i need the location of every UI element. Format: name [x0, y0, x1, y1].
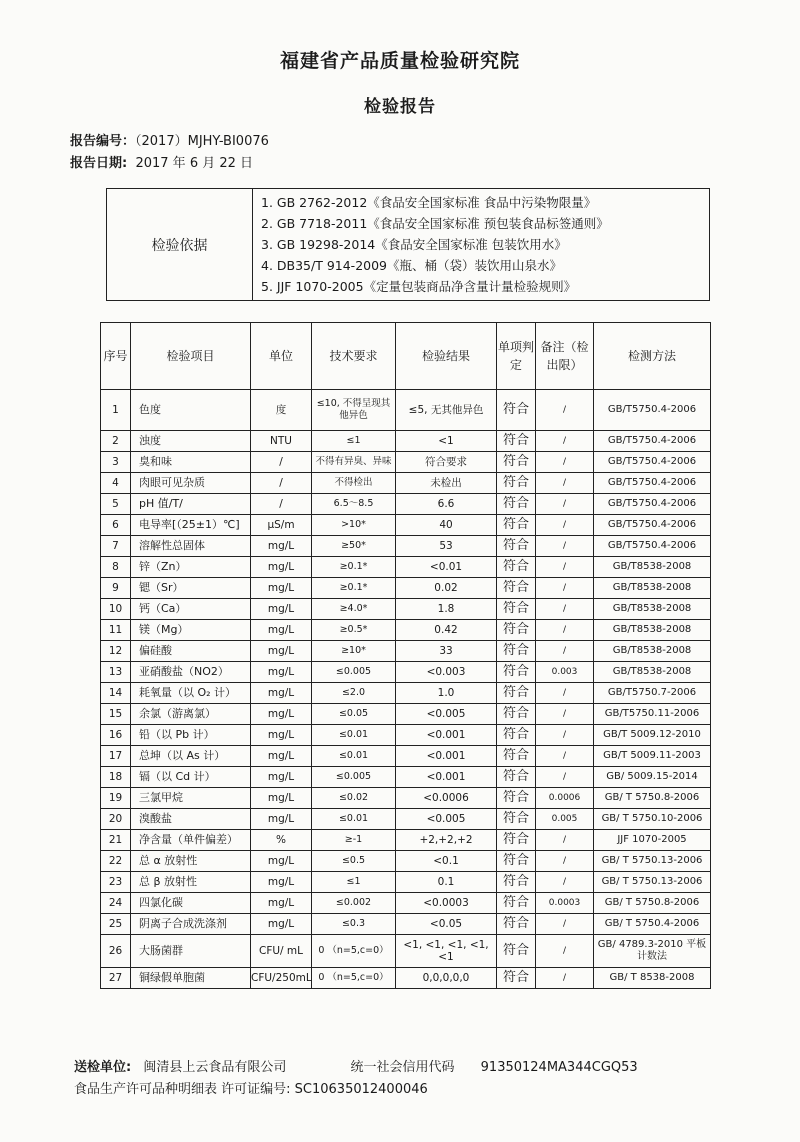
cell-no: 18 [101, 767, 131, 788]
cell-note: / [536, 620, 594, 641]
cell-result: 6.6 [396, 494, 497, 515]
table-row [101, 935, 711, 968]
cell-no: 24 [101, 893, 131, 914]
cell-note: / [536, 914, 594, 935]
cell-judgement: 符合 [497, 767, 536, 788]
cell-judgement: 符合 [497, 536, 536, 557]
cell-method: GB/T5750.11-2006 [594, 704, 711, 725]
cell-requirement: ≤0.5 [312, 851, 396, 872]
table-row [101, 473, 711, 494]
cell-item: 耗氧量（以 O₂ 计） [131, 683, 251, 704]
cell-note: / [536, 851, 594, 872]
cell-item: 镉（以 Cd 计） [131, 767, 251, 788]
sender-line [74, 1056, 638, 1075]
cell-note: / [536, 830, 594, 851]
cell-result: 1.8 [396, 599, 497, 620]
cell-unit: / [251, 473, 312, 494]
header-item: 检验项目 [131, 323, 251, 390]
cell-note: 0.003 [536, 662, 594, 683]
table-row [101, 431, 711, 452]
cell-judgement: 符合 [497, 431, 536, 452]
cell-judgement: 符合 [497, 968, 536, 989]
cell-requirement: ≥50* [312, 536, 396, 557]
cell-note: / [536, 578, 594, 599]
table-row [101, 620, 711, 641]
cell-no: 13 [101, 662, 131, 683]
cell-note: / [536, 725, 594, 746]
cell-item: 亚硝酸盐（NO2） [131, 662, 251, 683]
header-judgement: 单项判定 [497, 323, 536, 390]
cell-method: GB/T8538-2008 [594, 641, 711, 662]
cell-note: / [536, 767, 594, 788]
table-row [101, 641, 711, 662]
cell-note: / [536, 473, 594, 494]
cell-unit: mg/L [251, 872, 312, 893]
cell-unit: mg/L [251, 578, 312, 599]
cell-item: 电导率[（25±1）℃] [131, 515, 251, 536]
cell-no: 6 [101, 515, 131, 536]
cell-requirement: ≤1 [312, 872, 396, 893]
cell-no: 20 [101, 809, 131, 830]
cell-item: 色度 [131, 390, 251, 431]
cell-judgement: 符合 [497, 788, 536, 809]
cell-item: 四氯化碳 [131, 893, 251, 914]
cell-item: 溶解性总固体 [131, 536, 251, 557]
basis-items [253, 189, 710, 301]
cell-judgement: 符合 [497, 390, 536, 431]
cell-result: 0.42 [396, 620, 497, 641]
cell-judgement: 符合 [497, 515, 536, 536]
cell-method: GB/ T 8538-2008 [594, 968, 711, 989]
cell-note: 0.0003 [536, 893, 594, 914]
table-row [101, 914, 711, 935]
cell-requirement: ≤0.01 [312, 725, 396, 746]
cell-result: 未检出 [396, 473, 497, 494]
cell-method: GB/T5750.7-2006 [594, 683, 711, 704]
cell-method: GB/ T 5750.13-2006 [594, 872, 711, 893]
cell-result: <0.0003 [396, 893, 497, 914]
header-note: 备注（检出限） [536, 323, 594, 390]
license-line [74, 1078, 428, 1097]
cell-item: 浊度 [131, 431, 251, 452]
cell-judgement: 符合 [497, 872, 536, 893]
cell-item: 总坤（以 As 计） [131, 746, 251, 767]
cell-result: <0.005 [396, 704, 497, 725]
table-row [101, 704, 711, 725]
header-no: 序号 [101, 323, 131, 390]
table-row [101, 872, 711, 893]
table-row [101, 578, 711, 599]
cell-judgement: 符合 [497, 830, 536, 851]
cell-result: +2,+2,+2 [396, 830, 497, 851]
cell-judgement: 符合 [497, 599, 536, 620]
cell-method: GB/ T 5750.8-2006 [594, 893, 711, 914]
table-row [101, 452, 711, 473]
cell-requirement: 0 （n=5,c=0） [312, 968, 396, 989]
document-title: 检验报告 [364, 97, 436, 117]
cell-method: GB/T 5009.11-2003 [594, 746, 711, 767]
cell-note: / [536, 599, 594, 620]
cell-no: 5 [101, 494, 131, 515]
table-header-row [101, 323, 711, 390]
cell-method: GB/T 5009.12-2010 [594, 725, 711, 746]
table-row [101, 767, 711, 788]
cell-item: 净含量（单件偏差） [131, 830, 251, 851]
cell-result: <0.1 [396, 851, 497, 872]
cell-note: 0.0006 [536, 788, 594, 809]
cell-no: 9 [101, 578, 131, 599]
cell-requirement: ≤1 [312, 431, 396, 452]
basis-label: 检验依据 [107, 189, 253, 301]
cell-result: 0,0,0,0,0 [396, 968, 497, 989]
table-row [101, 662, 711, 683]
cell-unit: mg/L [251, 620, 312, 641]
cell-unit: mg/L [251, 641, 312, 662]
basis-item: 5. JJF 1070-2005《定量包装商品净含量计量检验规则》 [261, 279, 577, 294]
report-number: （2017）MJHY-BI0076 [135, 134, 269, 149]
cell-note: / [536, 641, 594, 662]
table-row [101, 893, 711, 914]
table-row [101, 515, 711, 536]
cell-result: <0.0006 [396, 788, 497, 809]
cell-unit: mg/L [251, 851, 312, 872]
table-row [101, 809, 711, 830]
cell-requirement: ≤10, 不得呈现其他异色 [312, 390, 396, 431]
table-row [101, 599, 711, 620]
cell-no: 4 [101, 473, 131, 494]
cell-note: / [536, 536, 594, 557]
cell-requirement: ≥0.1* [312, 557, 396, 578]
cell-unit: mg/L [251, 746, 312, 767]
cell-unit: mg/L [251, 893, 312, 914]
cell-no: 16 [101, 725, 131, 746]
table-row [101, 851, 711, 872]
cell-unit: / [251, 452, 312, 473]
cell-judgement: 符合 [497, 725, 536, 746]
header-requirement: 技术要求 [312, 323, 396, 390]
cell-unit: NTU [251, 431, 312, 452]
cell-unit: / [251, 494, 312, 515]
cell-method: GB/T8538-2008 [594, 620, 711, 641]
report-date: 2017 年 6 月 22 日 [135, 156, 254, 171]
table-row [101, 557, 711, 578]
cell-requirement: ≤0.01 [312, 746, 396, 767]
cell-judgement: 符合 [497, 620, 536, 641]
cell-item: 肉眼可见杂质 [131, 473, 251, 494]
cell-requirement: ≤0.002 [312, 893, 396, 914]
cell-item: 钙（Ca） [131, 599, 251, 620]
cell-item: 阴离子合成洗涤剂 [131, 914, 251, 935]
inspection-basis-table [106, 188, 710, 301]
report-number-label: 报告编号： [70, 134, 136, 149]
cell-no: 1 [101, 390, 131, 431]
cell-method: GB/T5750.4-2006 [594, 536, 711, 557]
cell-item: 余氯（游离氯） [131, 704, 251, 725]
cell-requirement: 不得有异臭、异味 [312, 452, 396, 473]
cell-method: GB/T8538-2008 [594, 662, 711, 683]
cell-requirement: ≥10* [312, 641, 396, 662]
cell-no: 7 [101, 536, 131, 557]
cell-item: 锶（Sr） [131, 578, 251, 599]
cell-result: ≤5, 无其他异色 [396, 390, 497, 431]
cell-judgement: 符合 [497, 893, 536, 914]
cell-note: / [536, 683, 594, 704]
table-row [101, 746, 711, 767]
cell-no: 8 [101, 557, 131, 578]
results-table [100, 322, 711, 989]
sender-label: 送检单位: [74, 1060, 132, 1075]
cell-judgement: 符合 [497, 662, 536, 683]
cell-item: 总 α 放射性 [131, 851, 251, 872]
cell-unit: mg/L [251, 557, 312, 578]
cell-judgement: 符合 [497, 473, 536, 494]
cell-note: / [536, 704, 594, 725]
cell-requirement: ≤2.0 [312, 683, 396, 704]
cell-unit: mg/L [251, 914, 312, 935]
cell-no: 3 [101, 452, 131, 473]
cell-method: GB/ T 5750.4-2006 [594, 914, 711, 935]
cell-unit: CFU/250mL [251, 968, 312, 989]
cell-no: 25 [101, 914, 131, 935]
cell-requirement: ≥0.5* [312, 620, 396, 641]
cell-method: GB/ T 5750.13-2006 [594, 851, 711, 872]
cell-judgement: 符合 [497, 746, 536, 767]
cell-no: 11 [101, 620, 131, 641]
cell-judgement: 符合 [497, 557, 536, 578]
cell-result: 1.0 [396, 683, 497, 704]
cell-unit: mg/L [251, 683, 312, 704]
cell-requirement: ≤0.005 [312, 767, 396, 788]
cell-judgement: 符合 [497, 641, 536, 662]
cell-item: 总 β 放射性 [131, 872, 251, 893]
cell-note: / [536, 452, 594, 473]
report-date-line [70, 152, 253, 171]
cell-requirement: >10* [312, 515, 396, 536]
cell-unit: mg/L [251, 662, 312, 683]
cell-requirement: ≤0.05 [312, 704, 396, 725]
cell-no: 26 [101, 935, 131, 968]
cell-result: <0.005 [396, 809, 497, 830]
basis-item: 2. GB 7718-2011《食品安全国家标准 预包装食品标签通则》 [261, 216, 609, 231]
table-row [101, 725, 711, 746]
cell-no: 2 [101, 431, 131, 452]
cell-item: 镁（Mg） [131, 620, 251, 641]
cell-method: GB/T8538-2008 [594, 557, 711, 578]
organization-name: 福建省产品质量检验研究院 [279, 50, 520, 72]
cell-no: 17 [101, 746, 131, 767]
credit-code-label: 统一社会信用代码 [350, 1060, 455, 1075]
cell-result: <0.001 [396, 725, 497, 746]
cell-requirement: ≥-1 [312, 830, 396, 851]
report-date-label: 报告日期: [70, 156, 128, 171]
cell-method: GB/ T 5750.8-2006 [594, 788, 711, 809]
cell-result: <1, <1, <1, <1, <1 [396, 935, 497, 968]
cell-no: 21 [101, 830, 131, 851]
table-row [101, 390, 711, 431]
cell-method: GB/T5750.4-2006 [594, 473, 711, 494]
cell-method: GB/ 5009.15-2014 [594, 767, 711, 788]
cell-note: / [536, 557, 594, 578]
cell-requirement: ≤0.005 [312, 662, 396, 683]
cell-method: JJF 1070-2005 [594, 830, 711, 851]
cell-judgement: 符合 [497, 851, 536, 872]
cell-unit: mg/L [251, 809, 312, 830]
cell-item: 臭和味 [131, 452, 251, 473]
cell-requirement: 不得检出 [312, 473, 396, 494]
cell-unit: mg/L [251, 767, 312, 788]
cell-method: GB/T8538-2008 [594, 599, 711, 620]
cell-item: pH 值/T/ [131, 494, 251, 515]
cell-method: GB/T5750.4-2006 [594, 452, 711, 473]
cell-no: 14 [101, 683, 131, 704]
cell-note: / [536, 872, 594, 893]
cell-no: 15 [101, 704, 131, 725]
cell-result: 0.1 [396, 872, 497, 893]
cell-item: 偏硅酸 [131, 641, 251, 662]
cell-unit: CFU/ mL [251, 935, 312, 968]
report-number-line [70, 130, 269, 149]
license-number: SC10635012400046 [294, 1082, 428, 1097]
table-row [101, 830, 711, 851]
cell-unit: 度 [251, 390, 312, 431]
cell-requirement: ≥0.1* [312, 578, 396, 599]
cell-method: GB/T5750.4-2006 [594, 431, 711, 452]
cell-no: 12 [101, 641, 131, 662]
cell-method: GB/T5750.4-2006 [594, 515, 711, 536]
cell-requirement: ≤0.3 [312, 914, 396, 935]
cell-result: 53 [396, 536, 497, 557]
cell-result: <0.05 [396, 914, 497, 935]
header-method: 检测方法 [594, 323, 711, 390]
sender-name: 闽清县上云食品有限公司 [143, 1060, 287, 1075]
cell-unit: mg/L [251, 599, 312, 620]
basis-item: 3. GB 19298-2014《食品安全国家标准 包装饮用水》 [261, 237, 567, 252]
cell-item: 三氯甲烷 [131, 788, 251, 809]
cell-requirement: 6.5～8.5 [312, 494, 396, 515]
cell-item: 铜绿假单胞菌 [131, 968, 251, 989]
table-row [101, 494, 711, 515]
cell-method: GB/ 4789.3-2010 平板计数法 [594, 935, 711, 968]
cell-note: / [536, 515, 594, 536]
cell-requirement: ≤0.02 [312, 788, 396, 809]
cell-unit: mg/L [251, 725, 312, 746]
table-row [101, 968, 711, 989]
cell-no: 19 [101, 788, 131, 809]
basis-item: 1. GB 2762-2012《食品安全国家标准 食品中污染物限量》 [261, 195, 597, 210]
cell-judgement: 符合 [497, 683, 536, 704]
cell-note: / [536, 968, 594, 989]
cell-judgement: 符合 [497, 578, 536, 599]
cell-result: <0.001 [396, 767, 497, 788]
cell-unit: mg/L [251, 788, 312, 809]
cell-note: / [536, 431, 594, 452]
header-unit: 单位 [251, 323, 312, 390]
cell-no: 23 [101, 872, 131, 893]
cell-requirement: ≤0.01 [312, 809, 396, 830]
cell-note: / [536, 935, 594, 968]
cell-result: <0.003 [396, 662, 497, 683]
credit-code: 91350124MA344CGQ53 [480, 1060, 638, 1075]
cell-result: <0.001 [396, 746, 497, 767]
cell-requirement: ≥4.0* [312, 599, 396, 620]
cell-method: GB/T5750.4-2006 [594, 390, 711, 431]
cell-result: 33 [396, 641, 497, 662]
cell-no: 10 [101, 599, 131, 620]
cell-no: 27 [101, 968, 131, 989]
cell-no: 22 [101, 851, 131, 872]
cell-note: / [536, 746, 594, 767]
cell-unit: mg/L [251, 704, 312, 725]
cell-item: 溴酸盐 [131, 809, 251, 830]
cell-method: GB/ T 5750.10-2006 [594, 809, 711, 830]
cell-judgement: 符合 [497, 914, 536, 935]
table-row [101, 536, 711, 557]
cell-note: / [536, 494, 594, 515]
cell-unit: % [251, 830, 312, 851]
cell-item: 铅（以 Pb 计） [131, 725, 251, 746]
cell-result: <1 [396, 431, 497, 452]
license-label: 食品生产许可品种明细表 许可证编号: [74, 1082, 291, 1097]
table-row [101, 683, 711, 704]
cell-judgement: 符合 [497, 935, 536, 968]
cell-method: GB/T5750.4-2006 [594, 494, 711, 515]
cell-result: 符合要求 [396, 452, 497, 473]
cell-judgement: 符合 [497, 704, 536, 725]
cell-requirement: 0 （n=5,c=0） [312, 935, 396, 968]
cell-note: / [536, 390, 594, 431]
cell-note: 0.005 [536, 809, 594, 830]
cell-judgement: 符合 [497, 452, 536, 473]
cell-judgement: 符合 [497, 809, 536, 830]
header-result: 检验结果 [396, 323, 497, 390]
cell-result: 40 [396, 515, 497, 536]
basis-item: 4. DB35/T 914-2009《瓶、桶（袋）装饮用山泉水》 [261, 258, 563, 273]
cell-unit: μS/m [251, 515, 312, 536]
cell-unit: mg/L [251, 536, 312, 557]
cell-item: 大肠菌群 [131, 935, 251, 968]
cell-judgement: 符合 [497, 494, 536, 515]
cell-result: 0.02 [396, 578, 497, 599]
cell-method: GB/T8538-2008 [594, 578, 711, 599]
cell-result: <0.01 [396, 557, 497, 578]
table-row [101, 788, 711, 809]
cell-item: 锌（Zn） [131, 557, 251, 578]
